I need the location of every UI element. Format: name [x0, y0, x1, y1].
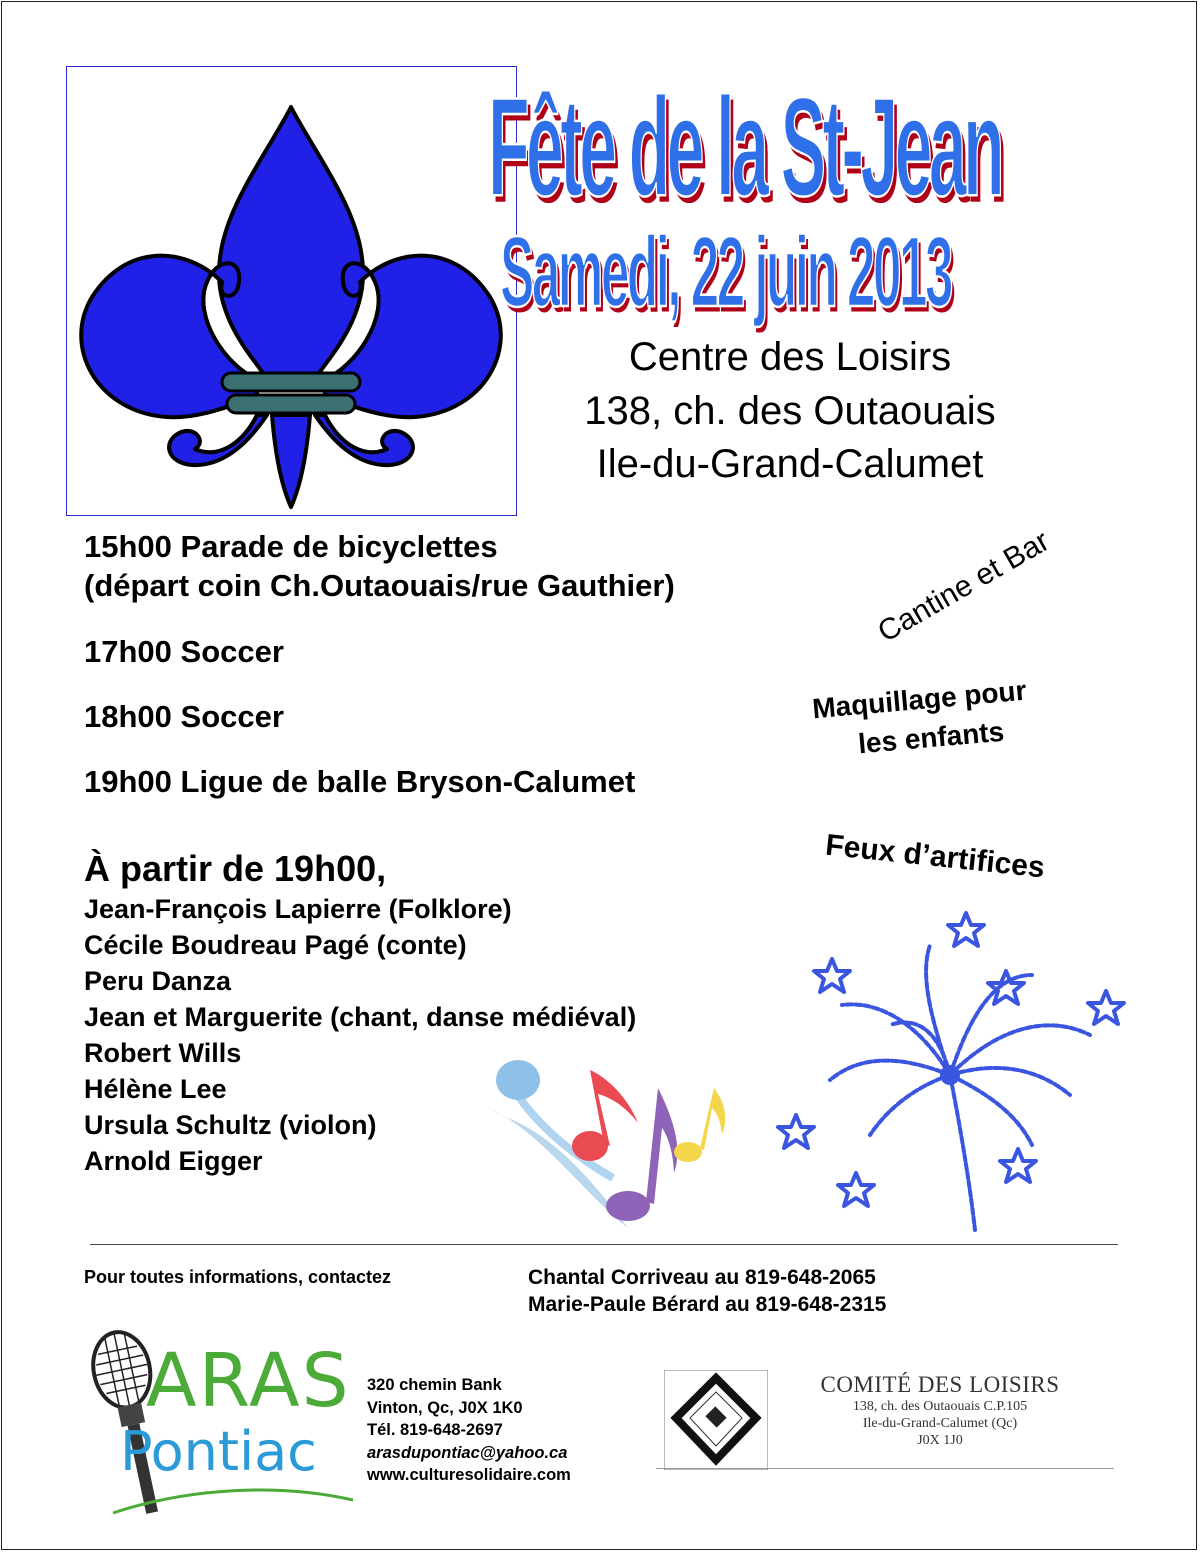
comite-rule: [656, 1468, 1114, 1469]
address-line: Vinton, Qc, J0X 1K0: [367, 1398, 523, 1417]
venue-address: 138, ch. des Outaouais: [584, 389, 996, 433]
comite-line: 138, ch. des Outaouais C.P.105: [852, 1399, 1028, 1414]
address-line: Tél. 819-648-2697: [367, 1421, 503, 1439]
event-date: Samedi, 22 juin 2013: [500, 215, 951, 328]
schedule-item: 19h00 Ligue de balle Bryson-Calumet: [84, 764, 636, 799]
fireworks-icon: [770, 905, 1140, 1235]
maquillage-note-line2: les enfants: [856, 715, 1006, 760]
performer-item: Hélène Lee: [84, 1074, 227, 1104]
performer-item: Ursula Schultz (violon): [84, 1110, 377, 1140]
venue-town: Ile-du-Grand-Calumet: [596, 442, 984, 486]
contact-list: [528, 1264, 886, 1318]
performer-item: Jean et Marguerite (chant, danse médiéval): [84, 1002, 637, 1032]
contact-person: Chantal Corriveau au 819-648-2065: [528, 1266, 876, 1289]
cantine-note: Cantine et Bar: [872, 524, 1055, 649]
schedule-item: 17h00 Soccer: [84, 634, 284, 669]
performer-item: Jean-François Lapierre (Folklore): [84, 894, 512, 924]
schedule-item: 15h00 Parade de bicyclettes: [84, 529, 498, 564]
contact-person: Marie-Paule Bérard au 819-648-2315: [528, 1293, 887, 1316]
from-heading: À partir de 19h00,: [84, 848, 387, 889]
performer-item: Peru Danza: [84, 966, 232, 996]
performer-item: Cécile Boudreau Pagé (conte): [84, 930, 467, 960]
schedule-item: (départ coin Ch.Outaouais/rue Gauthier): [84, 568, 675, 603]
comite-name: COMITÉ DES LOISIRS: [820, 1372, 1060, 1397]
comite-line: J0X 1J0: [917, 1433, 963, 1448]
comite-logo-icon: [664, 1370, 768, 1470]
address-line: www.culturesolidaire.com: [367, 1466, 571, 1484]
fleur-de-lis-icon: [67, 67, 515, 514]
event-title: Fête de la St-Jean: [488, 68, 1001, 226]
pontiac-logo-text: Pontiac: [120, 1420, 317, 1483]
aras-address: [367, 1374, 571, 1487]
performer-item: Robert Wills: [84, 1038, 242, 1068]
feux-note: Feux d’artifices: [823, 828, 1047, 885]
footer-divider: [90, 1244, 1118, 1245]
maquillage-note-line1: Maquillage pour: [811, 674, 1028, 725]
performer-item: Arnold Eigger: [84, 1146, 263, 1176]
contact-label: Pour toutes informations, contactez: [84, 1267, 392, 1287]
venue-name: Centre des Loisirs: [628, 335, 952, 379]
aras-logo: [78, 1330, 353, 1520]
aras-logo-text: ARAS: [146, 1338, 351, 1424]
schedule-item: 18h00 Soccer: [84, 699, 284, 734]
comite-line: Ile-du-Grand-Calumet (Qc): [862, 1416, 1018, 1431]
address-line: 320 chemin Bank: [367, 1376, 502, 1394]
fleur-de-lis-box: [66, 66, 517, 516]
logo-swoosh: [108, 1478, 358, 1518]
music-notes-icon: [478, 1048, 743, 1233]
comite-block: [790, 1372, 1090, 1449]
address-line: arasdupontiac@yahoo.ca: [367, 1443, 568, 1462]
